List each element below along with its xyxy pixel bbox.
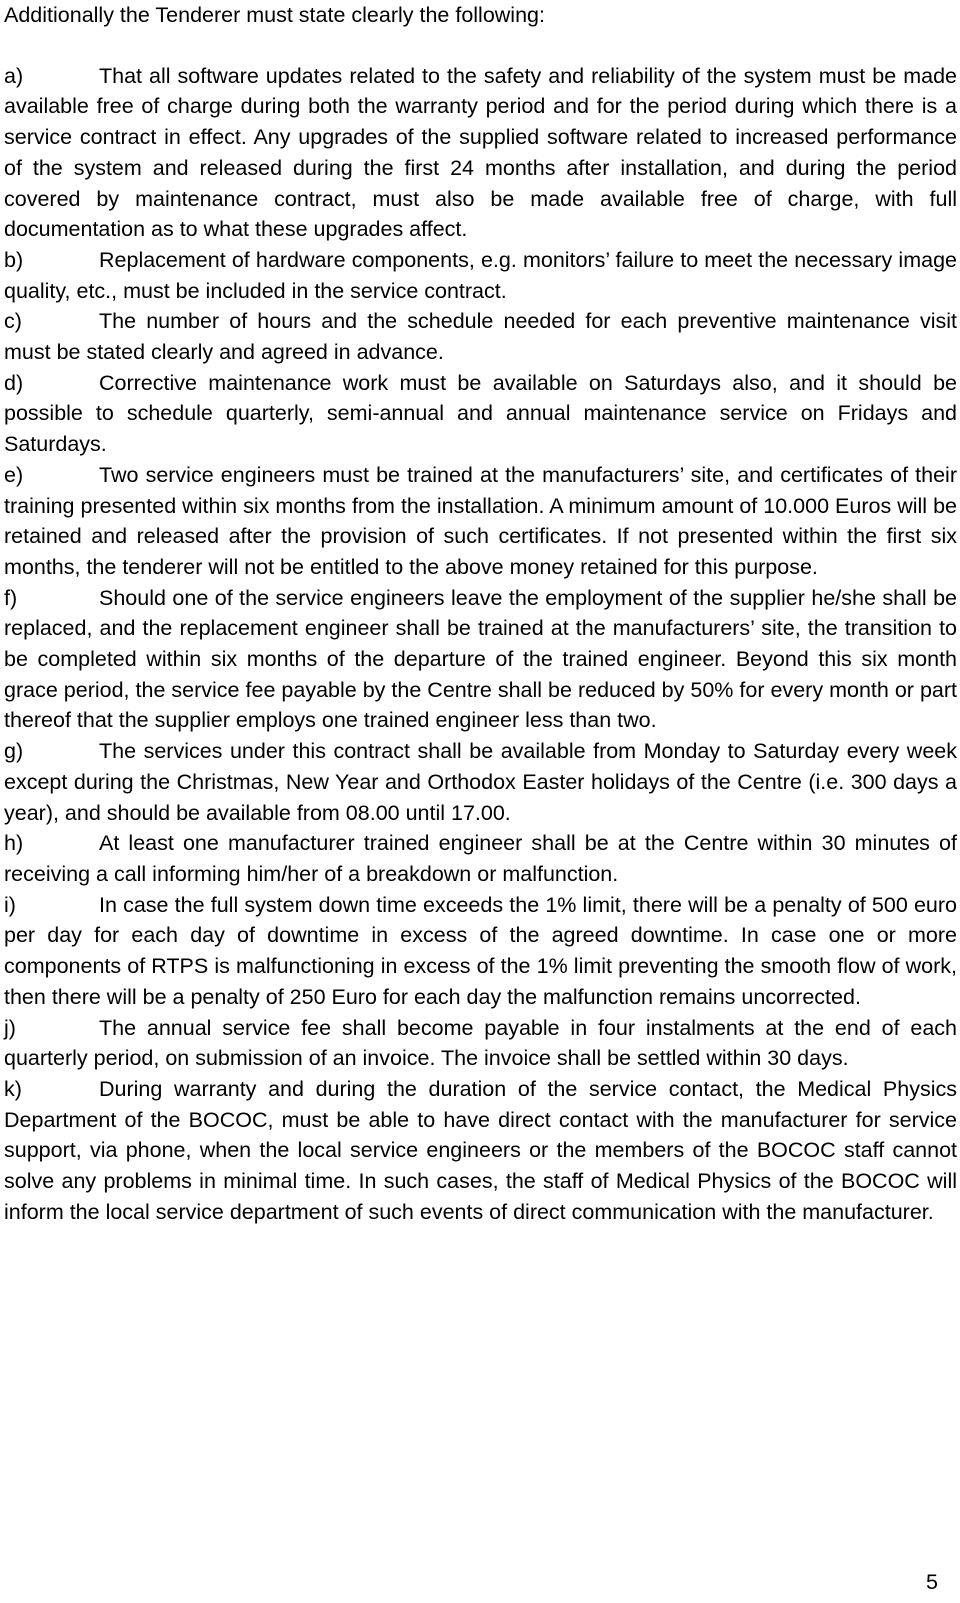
clause-letter: e) — [4, 462, 24, 487]
document-page — [4, 0, 957, 1227]
clause-text: At least one manufacturer trained engineer shall be at the Centre within 30 minutes of receiving a call informing him/her of a breakdown or malfunction. — [4, 831, 957, 886]
clause-k — [4, 1074, 957, 1228]
clause-list — [4, 61, 957, 1228]
clause-i — [4, 890, 957, 1013]
clause-d — [4, 368, 957, 460]
clause-f — [4, 583, 957, 737]
clause-text: Should one of the service engineers leave the employment of the supplier he/she shall be replaced, and the replacement engineer shall be trained at the manufacturers’ site, the transition to be completed within six months of the departure of the trained engineer. Beyond this six month grace period, the service fee payable by the Centre shall be reduced by 50% for every month or part thereof that the supplier employs one trained engineer less than two. — [4, 585, 957, 733]
clause-text: During warranty and during the duration of the service contact, the Medical Physics Department of the BOCOC, must be able to have direct contact with the manufacturer for service support, via phone, when the local service engineers or the members of the BOCOC staff cannot solve any problems in minimal time. In such cases, the staff of Medical Physics of the BOCOC will inform the local service department of such events of direct communication with the manufacturer. — [4, 1076, 957, 1224]
clause-letter: j) — [4, 1015, 16, 1040]
clause-j — [4, 1013, 957, 1074]
clause-text: Two service engineers must be trained at the manufacturers’ site, and certificates of their training presented within six months from the installation. A minimum amount of 10.000 Euros will be retained and released after the provision of such certificates. If not presented within the first six months, the tenderer will not be entitled to the above money retained for this purpose. — [4, 462, 957, 579]
clause-letter: a) — [4, 63, 24, 88]
clause-a — [4, 61, 957, 245]
intro-paragraph: Additionally the Tenderer must state clearly the following: — [4, 3, 545, 27]
clause-letter: c) — [4, 309, 22, 334]
clause-text: That all software updates related to the safety and reliability of the system must be made available free of charge during both the warranty period and for the period during which there is a service contract in effect. Any upgrades of the supplied software related to increased performance of the system and released during the first 24 months after installation, and during the period covered by maintenance contract, must also be made available free of charge, with full documentation as to what these upgrades affect. — [4, 63, 957, 242]
clause-e — [4, 460, 957, 583]
clause-letter: f) — [4, 585, 18, 610]
clause-c — [4, 306, 957, 367]
clause-letter: k) — [4, 1076, 22, 1101]
clause-text: In case the full system down time exceeds the 1% limit, there will be a penalty of 500 euro per day for each day of downtime in excess of the agreed downtime. In case one or more components of RTPS is malfunctioning in excess of the 1% limit preventing the smooth flow of work, then there will be a penalty of 250 Euro for each day the malfunction remains uncorrected. — [4, 892, 957, 1009]
clause-letter: d) — [4, 370, 24, 395]
clause-letter: g) — [4, 739, 24, 764]
clause-h — [4, 828, 957, 889]
clause-letter: b) — [4, 247, 24, 272]
clause-letter: h) — [4, 831, 24, 856]
clause-g — [4, 736, 957, 828]
clause-text: Replacement of hardware components, e.g. monitors’ failure to meet the necessary image quality, etc., must be included in the service contract. — [4, 247, 957, 303]
clause-text: Corrective maintenance work must be available on Saturdays also, and it should be possible to schedule quarterly, semi-annual and annual maintenance service on Fridays and Saturdays. — [4, 370, 957, 457]
clause-text: The services under this contract shall be available from Monday to Saturday every week except during the Christmas, New Year and Orthodox Easter holidays of the Centre (i.e. 300 days a year), and should be available from 08.00 until 17.00. — [4, 739, 957, 825]
clause-letter: i) — [4, 892, 16, 917]
clause-text: The annual service fee shall become payable in four instalments at the end of each quarterly period, on submission of an invoice. The invoice shall be settled within 30 days. — [4, 1015, 957, 1071]
clause-text: The number of hours and the schedule needed for each preventive maintenance visit must be stated clearly and agreed in advance. — [4, 309, 957, 365]
clause-b — [4, 245, 957, 306]
page-number: 5 — [926, 1570, 938, 1594]
